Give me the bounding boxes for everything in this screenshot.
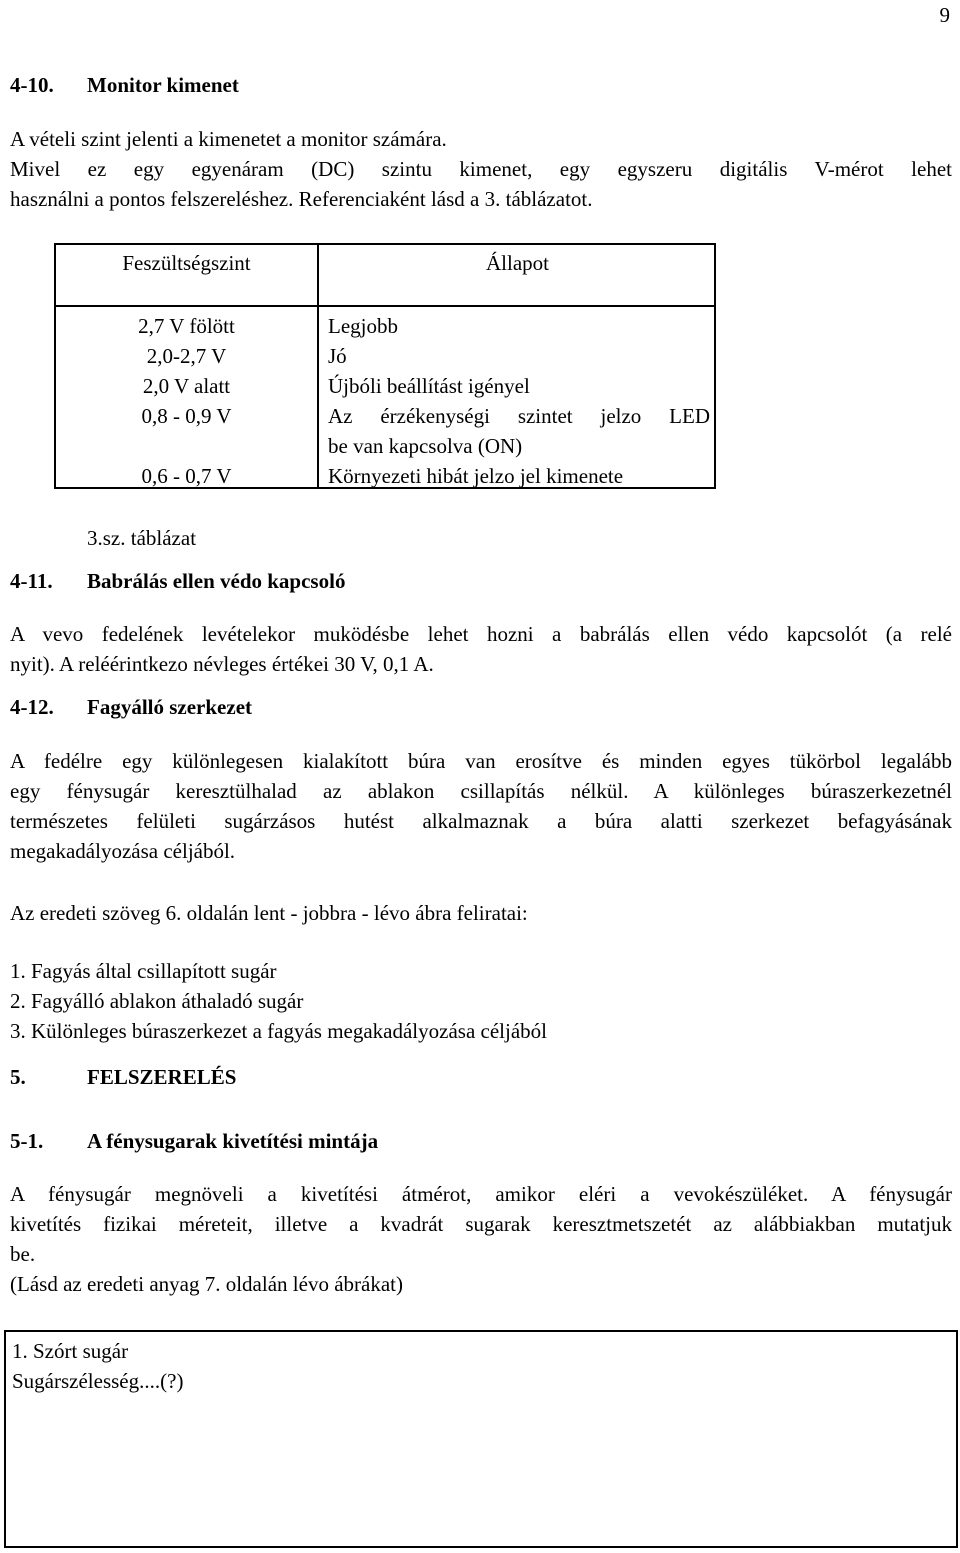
text-line: kivetítés fizikai méreteit, illetve a kvadrát sugarak keresztmetszetét az alábbiakban mutatjuk xyxy=(10,1212,952,1236)
text-line: egy fénysugár keresztülhalad az ablakon csillapítás nélkül. A különleges búraszerkezetnél xyxy=(10,779,952,803)
text-line: A vevo fedelének levételekor muködésbe lehet hozni a babrálás ellen védo kapcsolót (a relé xyxy=(10,622,952,646)
table-cell: Az érzékenységi szintet jelzo LED xyxy=(328,404,710,428)
text-line: természetes felületi sugárzásos hutést alkalmaznak a búra alatti szerkezet befagyásának xyxy=(10,809,952,833)
text-line: A vételi szint jelenti a kimenetet a monitor számára. xyxy=(10,127,447,151)
table-header-status: Állapot xyxy=(486,251,549,275)
page-number: 9 xyxy=(939,3,950,27)
figure-label-list xyxy=(10,956,547,1046)
table-cell: Jó xyxy=(328,344,347,368)
table-divider-horizontal xyxy=(56,305,714,307)
voltage-status-table xyxy=(54,243,716,489)
heading-number: 4-12. xyxy=(10,695,54,719)
heading-4-12 xyxy=(10,692,252,722)
table-divider-vertical xyxy=(317,245,319,487)
paragraph-4-11 xyxy=(10,619,952,679)
figure-box-line: 1. Szórt sugár xyxy=(12,1339,129,1363)
table-cell: be van kapcsolva (ON) xyxy=(328,434,523,458)
table-cell: Környezeti hibát jelzo jel kimenete xyxy=(328,464,624,488)
figure-box xyxy=(4,1330,958,1548)
figure-note: Az eredeti szöveg 6. oldalán lent - jobbra - lévo ábra feliratai: xyxy=(10,901,528,925)
paragraph-5-1 xyxy=(10,1179,952,1299)
list-item: 2. Fagyálló ablakon áthaladó sugár xyxy=(10,989,304,1013)
table-cell: 2,0 V alatt xyxy=(142,374,231,398)
heading-number: 4-11. xyxy=(10,569,53,593)
figure-box-line: Sugárszélesség....(?) xyxy=(12,1369,184,1393)
table-header-voltage: Feszültségszint xyxy=(122,251,251,275)
text-line: be. xyxy=(10,1242,36,1266)
heading-title: Babrálás ellen védo kapcsoló xyxy=(87,569,346,593)
table-cell: Legjobb xyxy=(328,314,398,338)
table-cell: 0,6 - 0,7 V xyxy=(141,464,232,488)
list-item: 3. Különleges búraszerkezet a fagyás megakadályozása céljából xyxy=(10,1019,547,1043)
text-line: (Lásd az eredeti anyag 7. oldalán lévo ábrákat) xyxy=(10,1272,403,1296)
table-cell: 0,8 - 0,9 V xyxy=(141,404,232,428)
table-cell xyxy=(56,431,317,461)
heading-5-1 xyxy=(10,1126,378,1156)
table-cell: 2,7 V fölött xyxy=(138,314,235,338)
paragraph-4-10 xyxy=(10,124,952,214)
heading-title: Monitor kimenet xyxy=(87,73,239,97)
text-line: Mivel ez egy egyenáram (DC) szintu kimenet, egy egyszeru digitális V-mérot lehet xyxy=(10,157,952,181)
text-line: A fedélre egy különlegesen kialakított búra van erosítve és minden egyes tükörbol legalább xyxy=(10,749,952,773)
heading-number: 4-10. xyxy=(10,73,54,97)
heading-title: Fagyálló szerkezet xyxy=(87,695,253,719)
figure-box-text xyxy=(12,1336,183,1396)
heading-title: FELSZERELÉS xyxy=(87,1065,237,1089)
table-caption: 3.sz. táblázat xyxy=(87,526,197,550)
heading-5 xyxy=(10,1062,236,1092)
heading-4-10 xyxy=(10,70,239,100)
text-line: A fénysugár megnöveli a kivetítési átmérot, amikor eléri a vevokészüléket. A fénysugár xyxy=(10,1182,952,1206)
heading-title: A fénysugarak kivetítési mintája xyxy=(87,1129,379,1153)
text-line: megakadályozása céljából. xyxy=(10,839,236,863)
heading-number: 5. xyxy=(10,1065,26,1089)
heading-number: 5-1. xyxy=(10,1129,44,1153)
table-cell: Újbóli beállítást igényel xyxy=(328,374,530,398)
table-column-status xyxy=(328,311,710,491)
list-item: 1. Fagyás által csillapított sugár xyxy=(10,959,277,983)
text-line: használni a pontos felszereléshez. Referenciaként lásd a 3. táblázatot. xyxy=(10,187,593,211)
paragraph-4-12 xyxy=(10,746,952,866)
text-line: nyit). A reléérintkezo névleges értékei 30 V, 0,1 A. xyxy=(10,652,434,676)
table-cell: 2,0-2,7 V xyxy=(146,344,227,368)
heading-4-11 xyxy=(10,566,345,596)
table-column-voltage xyxy=(56,311,317,491)
